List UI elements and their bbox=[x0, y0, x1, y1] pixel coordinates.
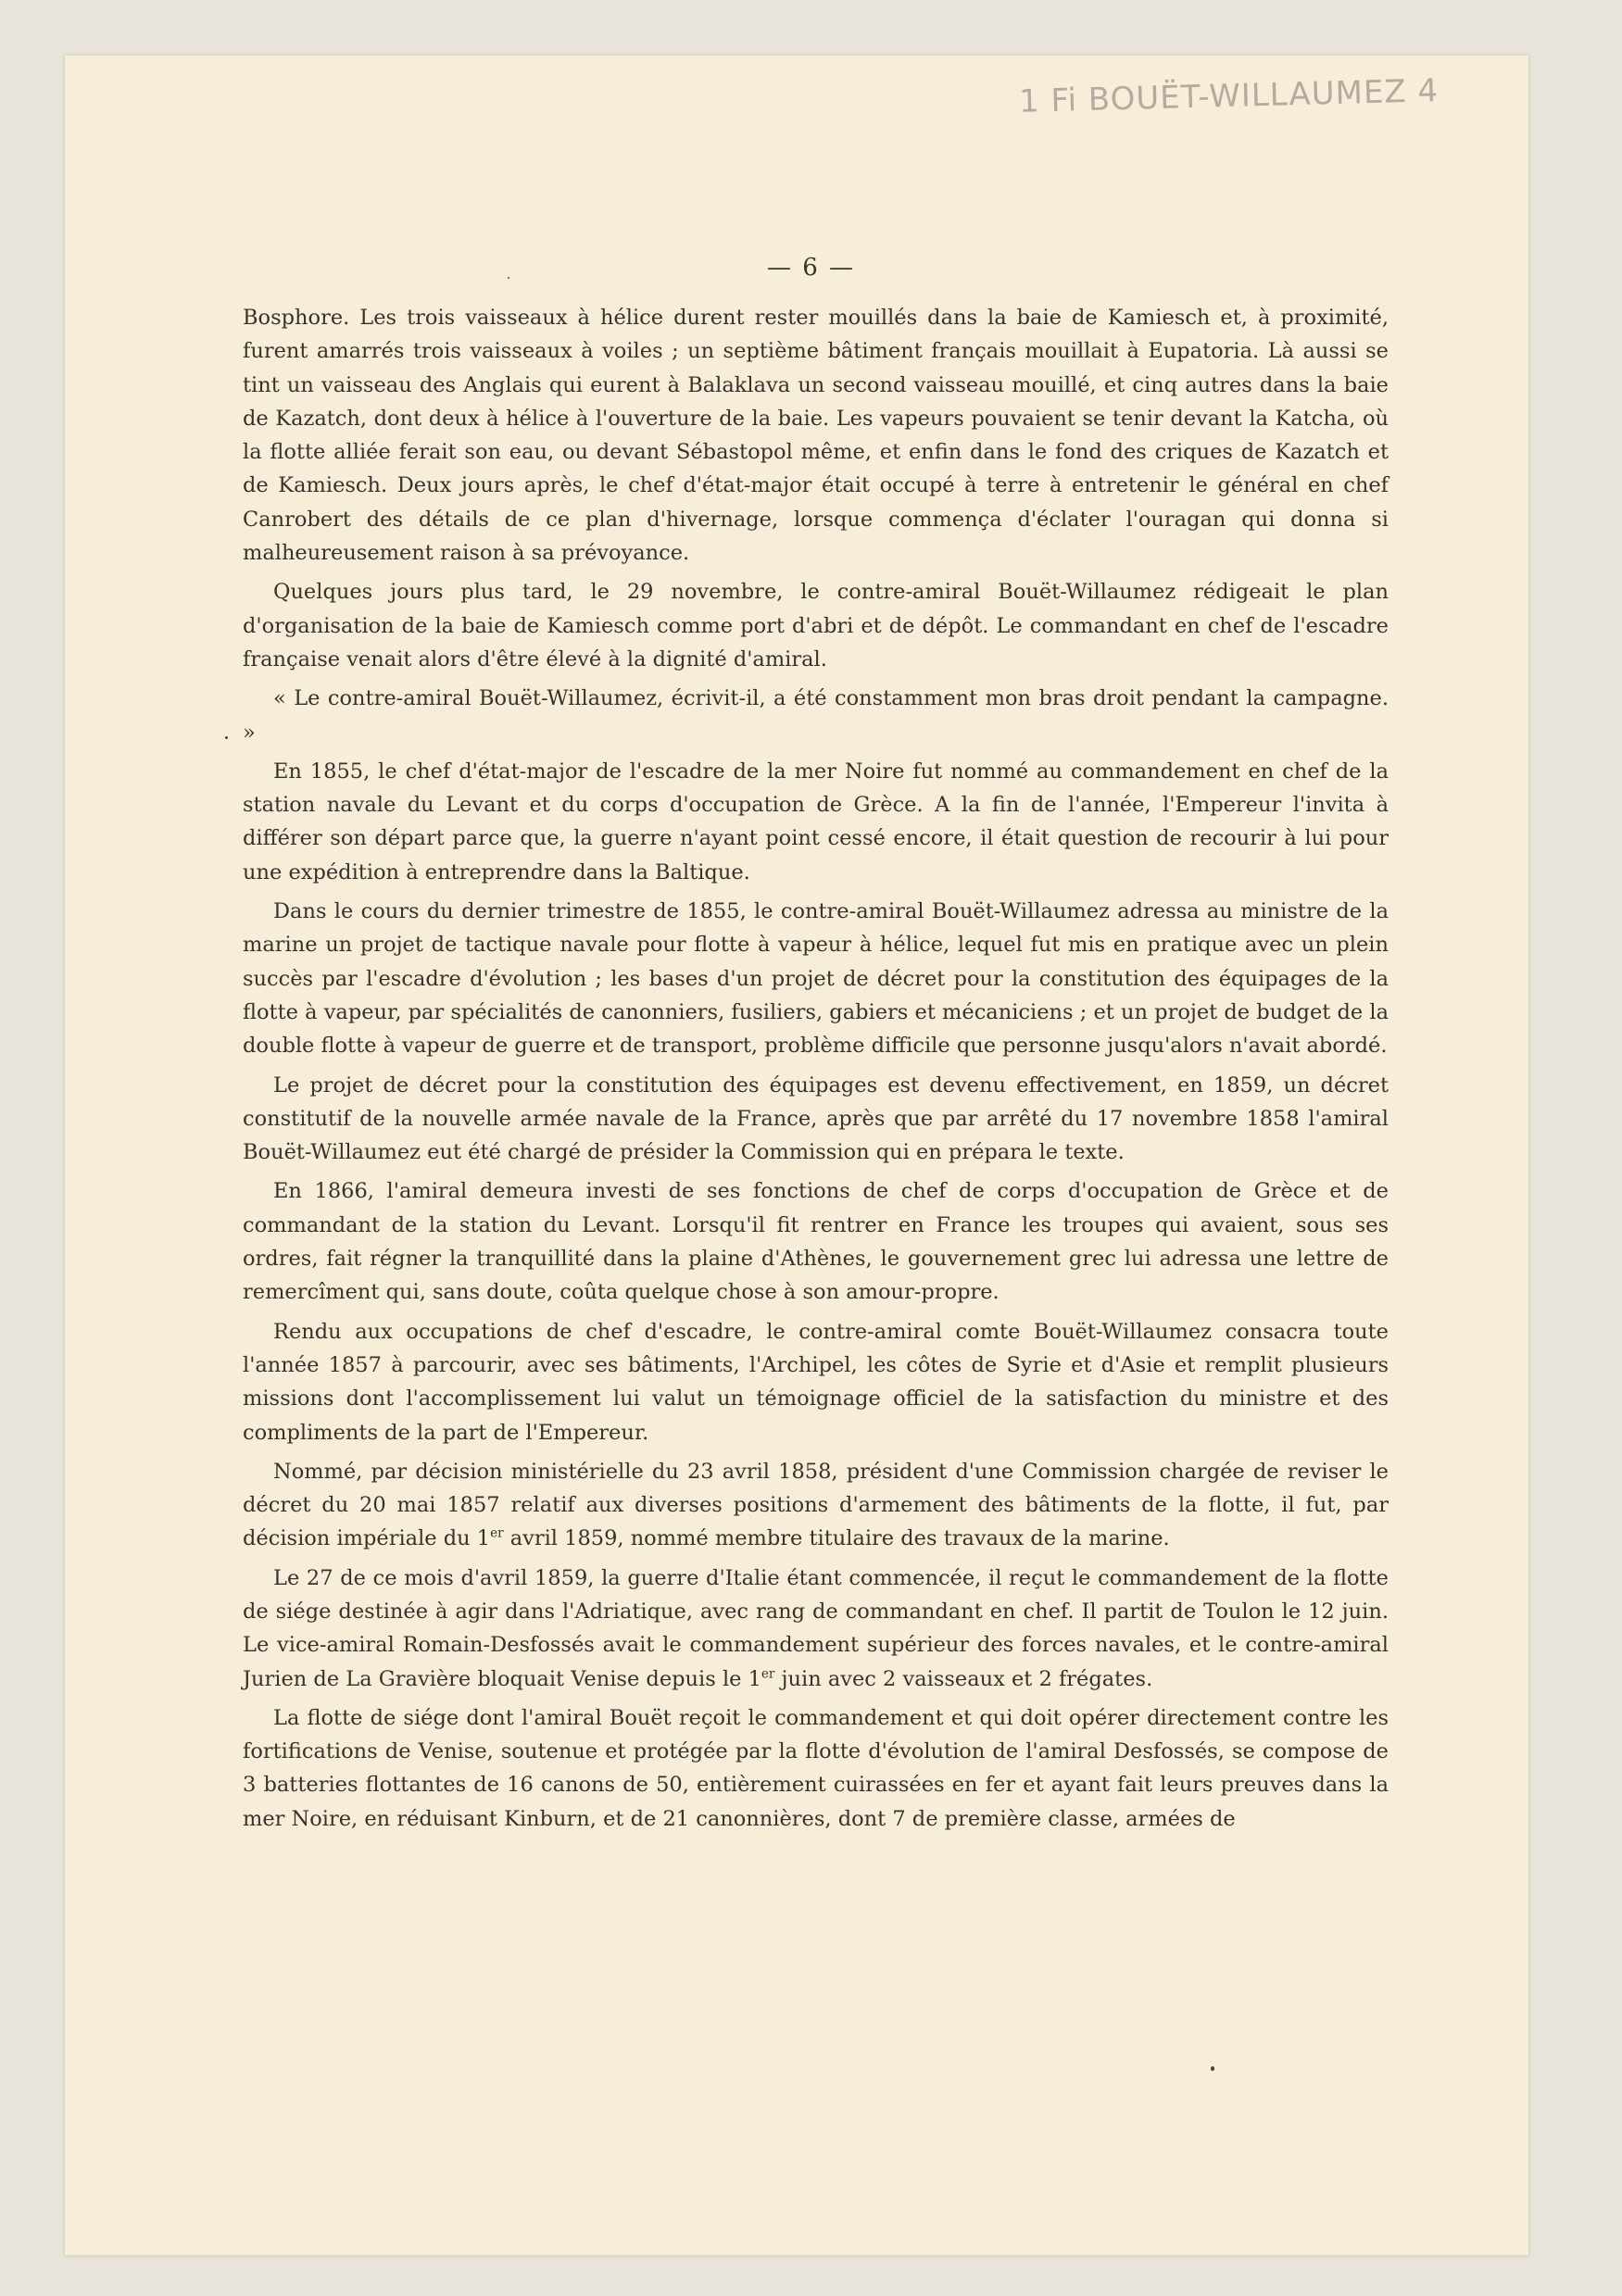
page-number: — 6 — bbox=[766, 254, 856, 282]
paragraph bbox=[243, 1562, 1389, 1696]
paragraph: Dans le cours du dernier trimestre de 1855, le contre-amiral Bouët-Willaumez adressa au ministre de la marine un projet de tactique navale pour flotte à vapeur à hélice, lequel fut mis en pratique avec un plein succès par l'escadre d'évolution ; les bases d'un projet de décret pour la constitution des équipages de la flotte à vapeur, par spécialités de canonniers, fusiliers, gabiers et mécaniciens ; et un projet de budget de la double flotte à vapeur de guerre et de transport, problème difficile que personne jusqu'alors n'avait abordé. bbox=[243, 899, 1389, 1059]
paragraph-text: juin avec 2 vaisseaux et 2 frégates. bbox=[774, 1666, 1153, 1691]
paper-speck bbox=[508, 277, 509, 279]
paragraph: En 1855, le chef d'état-major de l'escadre de la mer Noire fut nommé au commandement en chef de la station navale du Levant et du corps d'occupation de Grèce. A la fin de l'année, l'Empereur l'invita à différer son départ parce que, la guerre n'ayant point cessé encore, il était question de recourir à lui pour une expédition à entreprendre dans la Baltique. bbox=[243, 759, 1389, 885]
paragraph: Rendu aux occupations de chef d'escadre, le contre-amiral comte Bouët-Willaumez consacra toute l'année 1857 à parcourir, avec ses bâtiments, l'Archipel, les côtes de Syrie et d'Asie et remplit plusieurs missions dont l'accomplissement lui valut un témoignage officiel de la satisfaction du ministre et des compliments de la part de l'Empereur. bbox=[243, 1319, 1389, 1445]
paragraph: « Le contre-amiral Bouët-Willaumez, écrivit-il, a été constamment mon bras droit pendant la campagne. » bbox=[243, 686, 1389, 745]
paragraph: Le projet de décret pour la constitution des équipages est devenu effectivement, en 1859, un décret constitutif de la nouvelle armée navale de la France, après que par arrêté du 17 novembre 1858 l'amiral Bouët-Willaumez eut été chargé de présider la Commission qui en prépara le texte. bbox=[243, 1073, 1389, 1165]
paper-speck bbox=[1211, 2066, 1214, 2071]
paper-speck bbox=[225, 736, 228, 739]
paragraph-text: Le 27 de ce mois d'avril 1859, la guerre d'Italie étant commencée, il reçut le commandement de la flotte de siége destinée à agir dans l'Adriatique, avec rang de commandant en chef. Il partit de Toulon le 12 juin. Le vice-amiral Romain-Desfossés avait le commandement supérieur des forces navales, et le contre-amiral Jurien de La Gravière bloquait Venise depuis le 1 bbox=[243, 1565, 1389, 1691]
ordinal-superscript: er bbox=[761, 1666, 775, 1682]
ordinal-superscript: er bbox=[490, 1525, 504, 1541]
body-text bbox=[243, 301, 1389, 1841]
paragraph: Bosphore. Les trois vaisseaux à hélice durent rester mouillés dans la baie de Kamiesch et, à proximité, furent amarrés trois vaisseaux à voiles ; un septième bâtiment français mouillait à Eupatoria. Là aussi se tint un vaisseau des Anglais qui eurent à Balaklava un second vaisseau mouillé, et cinq autres dans la baie de Kazatch, dont deux à hélice à l'ouverture de la baie. Les vapeurs pouvaient se tenir devant la Katcha, où la flotte alliée ferait son eau, ou devant Sébastopol même, et enfin dans le fond des criques de Kazatch et de Kamiesch. Deux jours après, le chef d'état-major était occupé à terre à entretenir le général en chef Canrobert des détails de ce plan d'hivernage, lorsque commença d'éclater l'ouragan qui donna si malheureusement raison à sa prévoyance. bbox=[243, 306, 1389, 566]
paragraph: En 1866, l'amiral demeura investi de ses fonctions de chef de corps d'occupation de Grèce et de commandant de la station du Levant. Lorsqu'il fit rentrer en France les troupes qui avaient, sous ses ordres, fait régner la tranquillité dans la plaine d'Athènes, le gouvernement grec lui adressa une lettre de remercîment qui, sans doute, coûta quelque chose à son amour-propre. bbox=[243, 1179, 1389, 1305]
paragraph-text: avril 1859, nommé membre titulaire des travaux de la marine. bbox=[503, 1526, 1170, 1551]
paragraph: La flotte de siége dont l'amiral Bouët reçoit le commandement et qui doit opérer directement contre les fortifications de Venise, soutenue et protégée par la flotte d'évolution de l'amiral Desfossés, se compose de 3 batteries flottantes de 16 canons de 50, entièrement cuirassées en fer et ayant fait leurs preuves dans la mer Noire, en réduisant Kinburn, et de 21 canonnières, dont 7 de première classe, armées de bbox=[243, 1705, 1389, 1831]
handwritten-archive-reference: 1 Fi BOUËT-WILLAUMEZ 4 bbox=[1018, 72, 1440, 120]
paragraph bbox=[243, 1455, 1389, 1556]
paragraph: Quelques jours plus tard, le 29 novembre, le contre-amiral Bouët-Willaumez rédigeait le plan d'organisation de la baie de Kamiesch comme port d'abri et de dépôt. Le commandant en chef de l'escadre française venait alors d'être élevé à la dignité d'amiral. bbox=[243, 580, 1389, 671]
paragraph-text: Nommé, par décision ministérielle du 23 avril 1858, président d'une Commission chargée de reviser le décret du 20 mai 1857 relatif aux diverses positions d'armement des bâtiments de la flotte, il fut, par décision impériale du 1 bbox=[243, 1459, 1389, 1551]
